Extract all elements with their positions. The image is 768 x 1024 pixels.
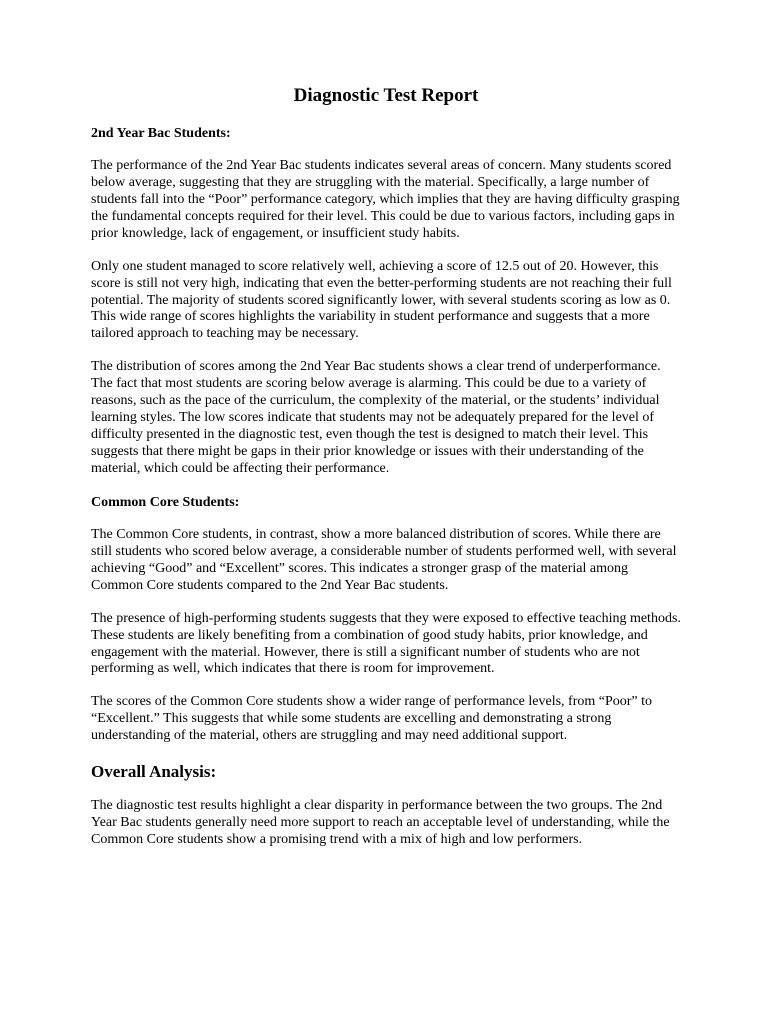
bac-paragraph-1: The performance of the 2nd Year Bac students indicates several areas of concern. Many students scored below average, suggesting that they are struggling with the material. Specifically, a large number of students fall into the “Poor” performance category, which implies that they are having difficulty grasping the fundamental concepts required for their level. This could be due to various factors, including gaps in prior knowledge, lack of engagement, or insufficient study habits. [91,158,680,241]
common-core-paragraph-1: The Common Core students, in contrast, show a more balanced distribution of scores. While there are still students who scored below average, a considerable number of students performed well, with several achieving “Good” and “Excellent” scores. This indicates a stronger grasp of the material among Common Core students compared to the 2nd Year Bac students. [91,527,677,593]
common-core-paragraph-3: The scores of the Common Core students show a wider range of performance levels, from “Poor” to “Excellent.” This suggests that while some students are excelling and demonstrating a strong understanding of the material, others are struggling and may need additional support. [91,694,653,744]
document-page [91,84,681,865]
bac-paragraph-2: Only one student managed to score relatively well, achieving a score of 12.5 out of 20. However, this score is still not very high, indicating that even the better-performing students are not reaching their full potential. The majority of students scored significantly lower, with several students scoring as low as 0. This wide range of scores highlights the variability in student performance and suggests that a more tailored approach to teaching may be necessary. [91,258,672,342]
section-heading-bac: 2nd Year Bac Students: [91,125,231,141]
section-heading-overall: Overall Analysis: [91,762,217,782]
bac-paragraph-3: The distribution of scores among the 2nd Year Bac students shows a clear trend of underperformance. The fact that most students are scoring below average is alarming. This could be due to a variety of reasons, such as the pace of the curriculum, the complexity of the material, or the students’ individual learning styles. The low scores indicate that students may not be adequately prepared for the level of difficulty presented in the diagnostic test, even though the test is designed to match their level. This suggests that there might be gaps in their prior knowledge or issues with their understanding of the material, which could be affecting their performance. [91,359,661,476]
document-title: Diagnostic Test Report [293,85,479,106]
section-heading-common-core: Common Core Students: [91,494,240,510]
overall-paragraph-1: The diagnostic test results highlight a clear disparity in performance between the two groups. The 2nd Year Bac students generally need more support to reach an acceptable level of understanding, while the Common Core students show a promising trend with a mix of high and low performers. [91,798,670,848]
common-core-paragraph-2: The presence of high-performing students suggests that they were exposed to effective teaching methods. These students are likely benefiting from a combination of good study habits, prior knowledge, and engagement with the material. However, there is still a significant number of students who are not performing as well, which indicates that there is room for improvement. [91,610,681,677]
